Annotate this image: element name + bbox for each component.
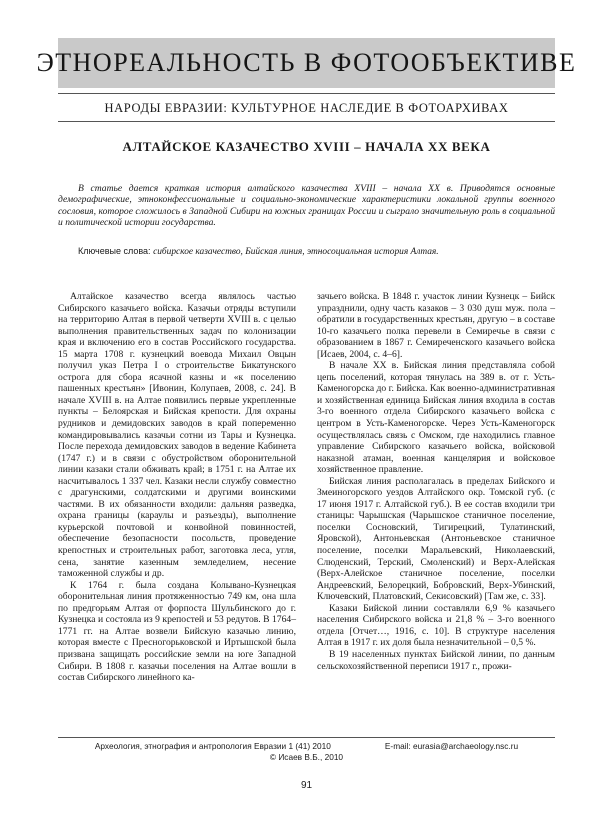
left-column: [58, 291, 296, 684]
paragraph: Алтайское казачество всегда являлось частью Сибирского казачьего войска. Казачьи отряды вступили на территорию Алтая в первой четверти XVIII в. с целью выполнения правительственных задач по колонизации края и включению его в состав Российского государства. 15 марта 1708 г. кузнецкий воевода Михаил Овцын получил указ Петра I о строительстве Бикатунского острога для сбора ясачной казны и «к поселению пашенных крестьян» [Ивонин, Колупаев, 2008, с. 24]. В начале XVIII в. на Алтае появились первые укрепленные пункты – Белоярская и Бийская крепости. Для охраны рудников и демидовских заводов в край попеременно командировывались казачьи сотни из Тары и Кузнецка. После перехода демидовских заводов в ведение Кабинета (1747 г.) и в связи с обустройством оборонительной линии казаки стали обживать край; в 1751 г. на Алтае их насчитывалось 1 337 чел. Казаки несли службу совместно с драгунскими, солдатскими и другими воинскими частями. В их обязанности входили: дальняя разведка, охрана границы (караулы и разъезды), выполнение курьерской почтовой и конвойной повинностей, обеспечение безопасности посольств, проведение крепостных и строительных работ, заготовка леса, угля, сена, занятие казенным земледелием, несение таможенной службы и др.: [58, 291, 296, 580]
right-column: [317, 291, 555, 672]
paragraph: К 1764 г. была создана Колывано-Кузнецкая оборонительная линия протяженностью 749 км, она шла по предгорьям Алтая от форпоста Шульбинского до г. Кузнецка и состояла из 9 крепостей и 53 редутов. В 1764–1771 гг. на Алтае возвели Бийскую казачью линию, которая вместе с Пресногорьковской и Иртышской была призвана защищать российские земли на юге Западной Сибири. В 1808 г. казачьи поселения на Алтае вошли в состав Сибирского линейного ка-: [58, 579, 296, 684]
paragraph: Бийская линия располагалась в пределах Бийского и Змеиногорского уездов Алтайского окр. Томской губ. (с 17 июня 1917 г. Алтайской губ.). В ее состав входили три станицы: Чарышская (Чарышское станичное поселение, поселки Сосновский, Тигирецкий, Тулатинский, Яровской), Антоньевская (Антоньевское станичное поселение, поселки Маральевский, Николаевский, Слюденский, Терский, Смоленский) и Верх-Алейская (Верх-Алейское станичное поселение, поселки Андреевский, Белорецкий, Бобровский, Верх-Убинский, Ключевский, Платовский, Секисовский) [Там же, с. 33].: [317, 475, 555, 603]
paragraph: В 19 населенных пунктах Бийской линии, по данным сельскохозяйственной переписи 1917 г., прожи-: [317, 648, 555, 672]
footer-rule: [58, 737, 555, 738]
heading-banner: [36, 38, 577, 88]
banner-title: ЭТНОРЕАЛЬНОСТЬ В ФОТООБЪЕКТИВЕ: [36, 48, 577, 77]
section-title: НАРОДЫ ЕВРАЗИИ: КУЛЬТУРНОЕ НАСЛЕДИЕ В ФОТОАРХИВАХ: [104, 101, 509, 115]
keywords-label: Ключевые слова:: [78, 246, 151, 256]
email-info: E-mail: eurasia@archaeology.nsc.ru: [384, 741, 519, 751]
article-title: АЛТАЙСКОЕ КАЗАЧЕСТВО XVIII – НАЧАЛА XX ВЕКА: [122, 139, 491, 154]
keywords-line: [78, 246, 439, 257]
paragraph: зачьего войска. В 1848 г. участок линии Кузнецк – Бийск упразднили, одну часть казаков – 3 030 душ муж. пола – обратили в государственных крестьян, другую – в составе 10-го казачьего полка перевели в Семиречье в связи с образованием в 1867 г. Семиреченского казачьего войска [Исаев, 2004, с. 4–6].: [317, 291, 555, 360]
paragraph: В начале XX в. Бийская линия представляла собой цепь поселений, которая тянулась на 389 в. от г. Усть-Каменогорска до г. Бийска. Как военно-административная и хозяйственная единица Бийская линия входила в состав 3-го военного отдела Сибирского казачьего войска с центром в Усть-Каменогорске. Через Усть-Каменогорск осуществлялась связь с Омском, где находились главное управление Сибирского казачьего войска, войсковой наказной атаман, военная канцелярия и войсковое хозяйственное правление.: [317, 360, 555, 476]
page-number: 91: [300, 780, 313, 791]
copyright: © Исаев В.Б., 2010: [269, 752, 344, 762]
journal-info: Археология, этнография и антропология Евразии 1 (41) 2010: [94, 741, 331, 751]
top-rule: [58, 93, 555, 94]
paragraph: Казаки Бийской линии составляли 6,9 % казачьего населения Сибирского войска и 21,8 % – 3-го военного отдела [Отчет…, 1916, с. 10]. В структуре населения Алтая в 1917 г. их доля была незначительной – 0,5 %.: [317, 602, 555, 649]
section-rule: [58, 121, 555, 122]
footer: [58, 741, 555, 763]
keywords-text: сибирское казачество, Бийская линия, этносоциальная история Алтая.: [153, 247, 439, 257]
abstract: В статье дается краткая история алтайского казачества XVIII – начала XX в. Приводятся основные демографические, этноконфессиональные и социально-экономические характеристики локальной группы военного сословия, которое сложилось в Западной Сибири на южных границах России и сыграло значительную роль в социальной и политической истории государства.: [58, 183, 555, 229]
